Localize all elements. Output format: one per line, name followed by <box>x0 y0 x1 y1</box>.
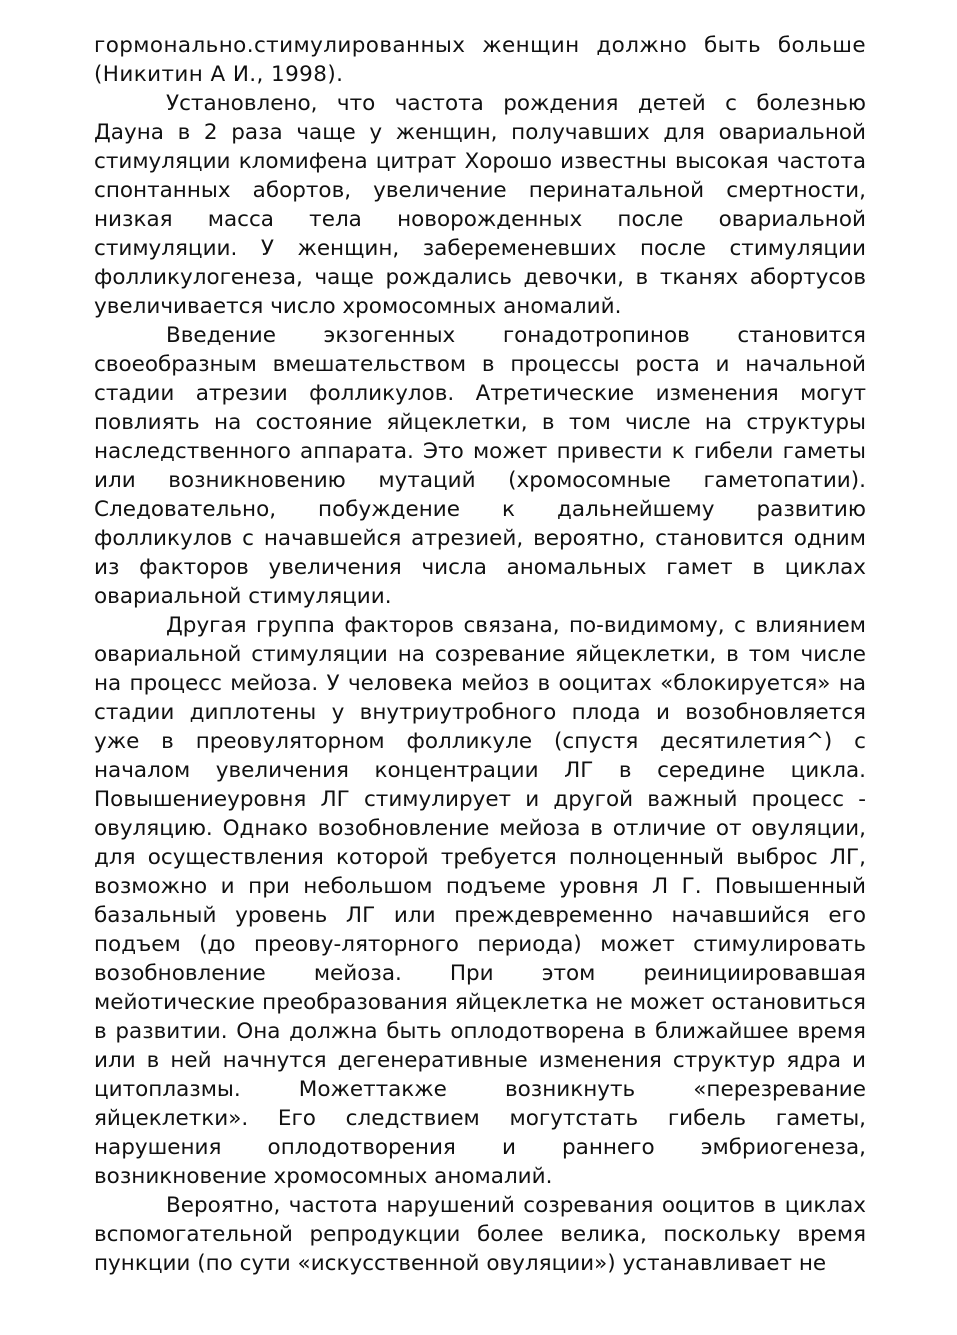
paragraph-down-syndrome: Установлено, что частота рождения детей с болезнью Дауна в 2 раза чаще у женщин, получавших для овариальной стимуляции кломифена цитрат Хорошо известны высокая частота спонтанных абортов, увеличение перинатальной смертности, низкая масса тела новорожденных после овариальной стимуляции. У женщин, забеременевших после стимуляции фолликулогенеза, чаще рождались девочки, в тканях абортусов увеличивается число хромосомных аномалий. <box>94 91 866 319</box>
paragraph-meiosis-factors: Другая группа факторов связана, по-видимому, с влиянием овариальной стимуляции на созревание яйцеклетки, в том числе на процесс мейоза. У человека мейоз в ооцитах «блокируется» на стадии диплотены у внутриутробного плода и возобновляется уже в преовуляторном фолликуле (спустя десятилетия^) с началом увеличения концентрации ЛГ в середине цикла. Повышениеуровня ЛГ стимулирует и другой важный процесс - овуляцию. Однако возобновление мейоза в отличие от овуляции, для осуществления которой требуется полноценный выброс ЛГ, возможно и при небольшом подъеме уровня Л Г. Повышенный базальный уровень ЛГ или преждевременно начавшийся его подъем (до преову-ляторного периода) может стимулировать возобновление мейоза. При этом реинициировавшая мейотические преобразования яйцеклетка не может остановиться в развитии. Она должна быть оплодотворена в ближайшее время или в ней начнутся дегенеративные изменения структур ядра и цитоплазмы. Можеттакже возникнуть «перезревание яйцеклетки». Его следствием могутстать гибель гаметы, нарушения оплодотворения и раннего эмбриогенеза, возникновение хромосомных аномалий. <box>94 613 866 1189</box>
paragraph-continuation: гормонально.стимулированных женщин должно быть больше (Никитин А И., 1998). <box>94 33 866 87</box>
paragraph-exogenous-gonadotropins: Введение экзогенных гонадотропинов становится своеобразным вмешательством в процессы роста и начальной стадии атрезии фолликулов. Атретические изменения могут повлиять на состояние яйцеклетки, в том числе на структуры наследственного аппарата. Это может привести к гибели гаметы или возникновению мутаций (хромосомные гаметопатии). Следовательно, побуждение к дальнейшему развитию фолликулов с начавшейся атрезией, вероятно, становится одним из факторов увеличения числа аномальных гамет в циклах овариальной стимуляции. <box>94 323 866 609</box>
paragraph-oocyte-maturation: Вероятно, частота нарушений созревания ооцитов в циклах вспомогательной репродукции более велика, поскольку время пункции (по сути «искусственной овуляции») устанавливает не <box>94 1193 866 1276</box>
body-text <box>94 31 866 1278</box>
